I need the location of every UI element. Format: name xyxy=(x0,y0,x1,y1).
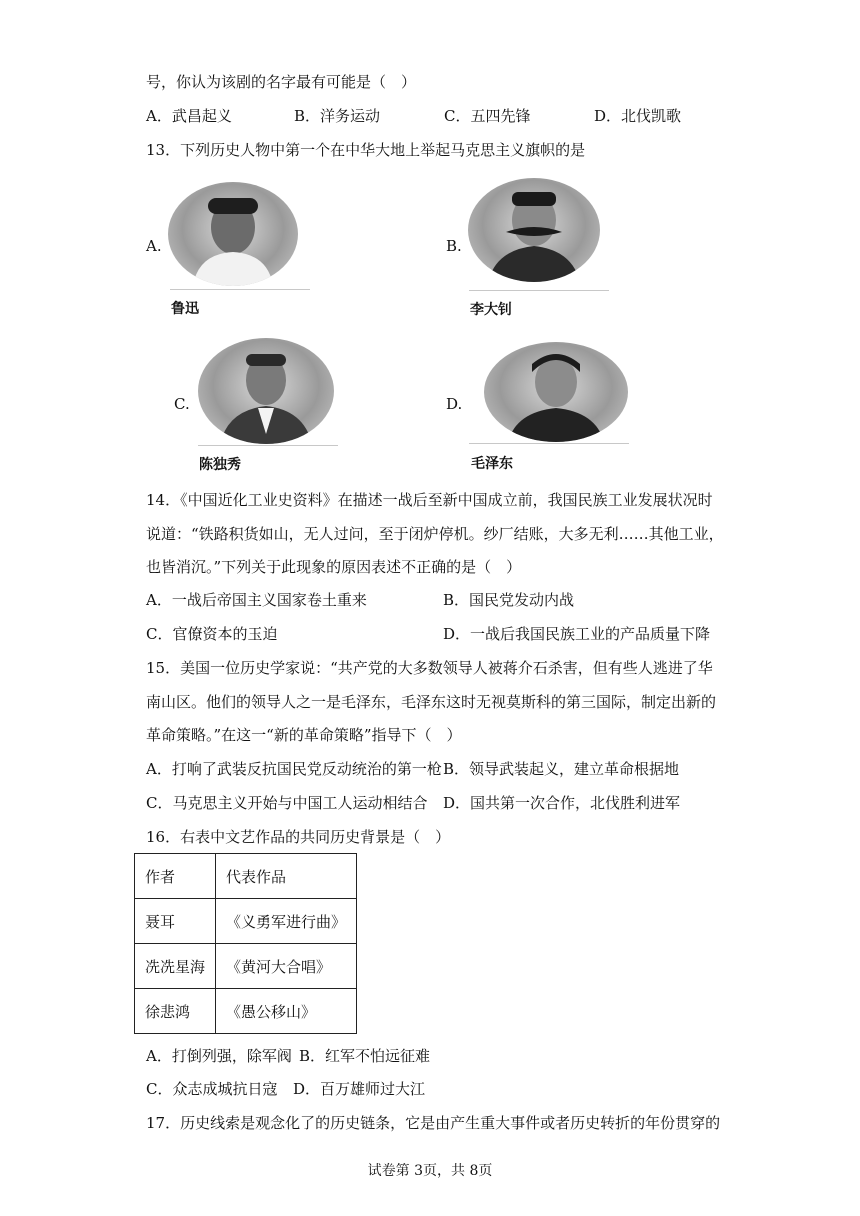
q15-stem-line-1: 15．美国一位历史学家说：“共产党的大多数领导人被蒋介石杀害，但有些人逃进了华 xyxy=(146,659,713,677)
works-table xyxy=(134,853,357,1034)
q14-stem-line-3: 也皆消沉。”下列关于此现象的原因表述不正确的是（ ） xyxy=(146,558,522,576)
table-header-work: 代表作品 xyxy=(216,854,357,899)
portrait-photo-b xyxy=(468,178,600,282)
caption-rule-d xyxy=(469,443,629,444)
caption-rule-b xyxy=(469,290,609,291)
q16-option-a: A．打倒列强，除军阀 xyxy=(146,1047,292,1065)
caption-rule-c xyxy=(198,445,338,446)
q17-stem: 17．历史线索是观念化了的历史链条，它是由产生重大事件或者历史转折的年份贯穿的 xyxy=(146,1114,721,1132)
q14-stem-line-1: 14．《中国近化工业史资料》在描述一战后至新中国成立前，我国民族工业发展状况时 xyxy=(146,491,713,509)
q13-option-b-letter: B. xyxy=(446,237,462,255)
q15-option-c: C．马克思主义开始与中国工人运动相结合 xyxy=(146,794,428,812)
q15-stem-line-3: 革命策略。”在这一“新的革命策略”指导下（ ） xyxy=(146,726,462,744)
portrait-icon xyxy=(198,338,334,444)
table-header-author: 作者 xyxy=(135,854,216,899)
q14-option-d: D．一战后我国民族工业的产品质量下降 xyxy=(443,625,711,643)
q15-option-b: B．领导武装起义，建立革命根据地 xyxy=(443,760,680,778)
portrait-photo-c xyxy=(198,338,334,444)
q14-option-c: C．官僚资本的玉迫 xyxy=(146,625,278,643)
q16-option-b: B．红军不怕远征难 xyxy=(299,1047,431,1065)
table-header-row xyxy=(135,854,357,899)
q13-option-c-name: 陈独秀 xyxy=(199,457,241,473)
caption-rule-a xyxy=(170,289,310,290)
table-row xyxy=(135,899,357,944)
table-cell-work: 《愚公移山》 xyxy=(216,989,357,1034)
q16-option-d: D．百万雄师过大江 xyxy=(293,1080,426,1098)
table-cell-work: 《黄河大合唱》 xyxy=(216,944,357,989)
q13-stem: 13．下列历史人物中第一个在中华大地上举起马克思主义旗帜的是 xyxy=(146,141,586,159)
table-row xyxy=(135,944,357,989)
portrait-icon xyxy=(168,182,298,286)
page-footer: 试卷第 3页，共 8页 xyxy=(367,1163,493,1179)
q15-option-d: D．国共第一次合作，北伐胜利进军 xyxy=(443,794,681,812)
q14-option-a: A．一战后帝国主义国家卷土重来 xyxy=(146,591,367,609)
q13-option-c-letter: C. xyxy=(174,395,190,413)
portrait-icon xyxy=(468,178,600,282)
table-cell-author: 冼冼星海 xyxy=(135,944,216,989)
table-cell-author: 徐悲鸿 xyxy=(135,989,216,1034)
q16-stem: 16．右表中文艺作品的共同历史背景是（ ） xyxy=(146,828,451,846)
q13-option-a-name: 鲁迅 xyxy=(171,301,199,317)
table-row xyxy=(135,989,357,1034)
q12-option-d: D．北伐凯歌 xyxy=(594,107,682,125)
portrait-photo-d xyxy=(484,342,628,442)
q15-option-a: A．打响了武装反抗国民党反动统治的第一枪 xyxy=(146,760,442,778)
table-cell-author: 聂耳 xyxy=(135,899,216,944)
portrait-icon xyxy=(484,342,628,442)
q12-option-b: B．洋务运动 xyxy=(294,107,381,125)
q13-option-d-letter: D. xyxy=(446,395,463,413)
q15-stem-line-2: 南山区。他们的领导人之一是毛泽东，毛泽东这时无视莫斯科的第三国际，制定出新的 xyxy=(146,693,717,711)
table-cell-work: 《义勇军进行曲》 xyxy=(216,899,357,944)
q12-stem-tail: 号，你认为该剧的名字最有可能是（ ） xyxy=(146,73,417,91)
q14-option-b: B．国民党发动内战 xyxy=(443,591,575,609)
q13-option-b-name: 李大钊 xyxy=(470,302,512,318)
q12-option-a: A．武昌起义 xyxy=(146,107,232,125)
q16-option-c: C．众志成城抗日寇 xyxy=(146,1080,278,1098)
q13-option-d-name: 毛泽东 xyxy=(471,456,513,472)
q13-option-a-letter: A. xyxy=(146,237,162,255)
q14-stem-line-2: 说道：“铁路积货如山，无人过问，至于闭炉停机。纱厂结账，大多无利……其他工业， xyxy=(146,525,724,543)
portrait-photo-a xyxy=(168,182,298,286)
q12-option-c: C．五四先锋 xyxy=(444,107,531,125)
